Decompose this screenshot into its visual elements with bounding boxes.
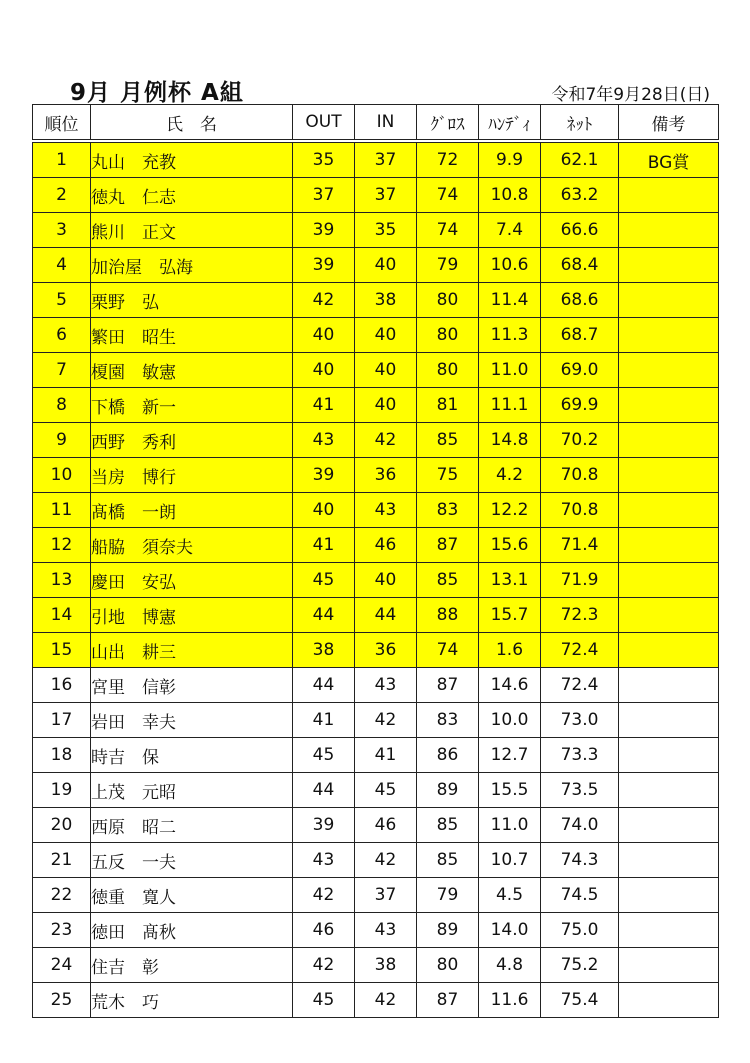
net-cell: 70.2 [541, 423, 619, 458]
note-cell [619, 178, 719, 213]
net-cell: 70.8 [541, 458, 619, 493]
gross-cell: 83 [417, 703, 479, 738]
gross-cell: 85 [417, 808, 479, 843]
note-cell [619, 283, 719, 318]
net-cell: 69.9 [541, 388, 619, 423]
gross-cell: 80 [417, 948, 479, 983]
table-row [33, 808, 719, 843]
rank-cell: 4 [33, 248, 91, 283]
gross-cell: 72 [417, 141, 479, 178]
in-cell: 40 [355, 248, 417, 283]
name-cell: 下橋 新一 [91, 388, 293, 423]
table-row [33, 528, 719, 563]
note-cell [619, 458, 719, 493]
header-note: 備考 [619, 105, 719, 142]
table-row [33, 458, 719, 493]
gross-cell: 83 [417, 493, 479, 528]
net-cell: 75.4 [541, 983, 619, 1018]
rank-cell: 13 [33, 563, 91, 598]
out-cell: 46 [293, 913, 355, 948]
out-cell: 43 [293, 843, 355, 878]
handicap-cell: 13.1 [479, 563, 541, 598]
gross-cell: 88 [417, 598, 479, 633]
rank-cell: 15 [33, 633, 91, 668]
gross-cell: 74 [417, 633, 479, 668]
note-cell [619, 423, 719, 458]
in-cell: 42 [355, 703, 417, 738]
name-cell: 住吉 彰 [91, 948, 293, 983]
out-cell: 42 [293, 878, 355, 913]
in-cell: 44 [355, 598, 417, 633]
name-cell: 繁田 昭生 [91, 318, 293, 353]
in-cell: 42 [355, 843, 417, 878]
name-cell: 引地 博憲 [91, 598, 293, 633]
name-cell: 榎園 敏憲 [91, 353, 293, 388]
name-cell: 上茂 元昭 [91, 773, 293, 808]
gross-cell: 85 [417, 423, 479, 458]
rank-cell: 16 [33, 668, 91, 703]
in-cell: 42 [355, 983, 417, 1018]
gross-cell: 74 [417, 213, 479, 248]
table-row [33, 318, 719, 353]
gross-cell: 86 [417, 738, 479, 773]
in-cell: 40 [355, 353, 417, 388]
in-cell: 37 [355, 878, 417, 913]
net-cell: 73.5 [541, 773, 619, 808]
rank-cell: 12 [33, 528, 91, 563]
note-cell [619, 528, 719, 563]
out-cell: 45 [293, 983, 355, 1018]
note-cell [619, 633, 719, 668]
rank-cell: 10 [33, 458, 91, 493]
table-row [33, 178, 719, 213]
note-cell [619, 773, 719, 808]
name-cell: 五反 一夫 [91, 843, 293, 878]
rank-cell: 1 [33, 141, 91, 178]
note-cell [619, 248, 719, 283]
event-date: 令和7年9月28日(日) [551, 85, 710, 105]
net-cell: 68.4 [541, 248, 619, 283]
name-cell: 栗野 弘 [91, 283, 293, 318]
table-row [33, 563, 719, 598]
table-row [33, 773, 719, 808]
net-cell: 74.5 [541, 878, 619, 913]
table-row [33, 248, 719, 283]
rank-cell: 19 [33, 773, 91, 808]
table-row [33, 423, 719, 458]
rank-cell: 2 [33, 178, 91, 213]
name-cell: 徳丸 仁志 [91, 178, 293, 213]
in-cell: 46 [355, 808, 417, 843]
rank-cell: 17 [33, 703, 91, 738]
table-row [33, 668, 719, 703]
table-row [33, 983, 719, 1018]
handicap-cell: 11.4 [479, 283, 541, 318]
note-cell [619, 843, 719, 878]
out-cell: 41 [293, 528, 355, 563]
handicap-cell: 14.6 [479, 668, 541, 703]
rank-cell: 22 [33, 878, 91, 913]
in-cell: 36 [355, 458, 417, 493]
gross-cell: 79 [417, 248, 479, 283]
name-cell: 当房 博行 [91, 458, 293, 493]
handicap-cell: 15.5 [479, 773, 541, 808]
rank-cell: 7 [33, 353, 91, 388]
out-cell: 45 [293, 563, 355, 598]
in-cell: 40 [355, 388, 417, 423]
handicap-cell: 10.0 [479, 703, 541, 738]
header-handicap: ﾊﾝﾃﾞｨ [479, 105, 541, 142]
net-cell: 72.4 [541, 633, 619, 668]
in-cell: 38 [355, 283, 417, 318]
net-cell: 62.1 [541, 141, 619, 178]
table-row [33, 738, 719, 773]
header-in: IN [355, 105, 417, 142]
note-cell [619, 983, 719, 1018]
note-cell [619, 738, 719, 773]
handicap-cell: 12.2 [479, 493, 541, 528]
handicap-cell: 4.5 [479, 878, 541, 913]
name-cell: 荒木 巧 [91, 983, 293, 1018]
name-cell: 岩田 幸夫 [91, 703, 293, 738]
handicap-cell: 4.8 [479, 948, 541, 983]
handicap-cell: 11.3 [479, 318, 541, 353]
handicap-cell: 10.6 [479, 248, 541, 283]
note-cell: BG賞 [619, 141, 719, 178]
rank-cell: 5 [33, 283, 91, 318]
net-cell: 73.0 [541, 703, 619, 738]
gross-cell: 79 [417, 878, 479, 913]
note-cell [619, 808, 719, 843]
name-cell: 徳重 寛人 [91, 878, 293, 913]
table-row [33, 388, 719, 423]
handicap-cell: 15.6 [479, 528, 541, 563]
net-cell: 68.6 [541, 283, 619, 318]
table-row [33, 843, 719, 878]
net-cell: 71.4 [541, 528, 619, 563]
note-cell [619, 213, 719, 248]
note-cell [619, 913, 719, 948]
rank-cell: 21 [33, 843, 91, 878]
rank-cell: 25 [33, 983, 91, 1018]
in-cell: 46 [355, 528, 417, 563]
rank-cell: 11 [33, 493, 91, 528]
table-row [33, 878, 719, 913]
handicap-cell: 14.0 [479, 913, 541, 948]
out-cell: 39 [293, 808, 355, 843]
handicap-cell: 9.9 [479, 141, 541, 178]
out-cell: 38 [293, 633, 355, 668]
handicap-cell: 10.8 [479, 178, 541, 213]
in-cell: 41 [355, 738, 417, 773]
rank-cell: 3 [33, 213, 91, 248]
net-cell: 69.0 [541, 353, 619, 388]
note-cell [619, 703, 719, 738]
net-cell: 72.4 [541, 668, 619, 703]
note-cell [619, 388, 719, 423]
rank-cell: 14 [33, 598, 91, 633]
in-cell: 40 [355, 318, 417, 353]
table-row [33, 633, 719, 668]
note-cell [619, 563, 719, 598]
out-cell: 39 [293, 248, 355, 283]
page-title: 9月 月例杯 A組 [70, 80, 244, 106]
gross-cell: 80 [417, 318, 479, 353]
out-cell: 41 [293, 703, 355, 738]
name-cell: 髙橋 一朗 [91, 493, 293, 528]
gross-cell: 89 [417, 773, 479, 808]
net-cell: 63.2 [541, 178, 619, 213]
net-cell: 66.6 [541, 213, 619, 248]
rank-cell: 9 [33, 423, 91, 458]
out-cell: 42 [293, 948, 355, 983]
note-cell [619, 878, 719, 913]
net-cell: 73.3 [541, 738, 619, 773]
out-cell: 40 [293, 353, 355, 388]
handicap-cell: 12.7 [479, 738, 541, 773]
in-cell: 40 [355, 563, 417, 598]
rank-cell: 23 [33, 913, 91, 948]
note-cell [619, 668, 719, 703]
note-cell [619, 948, 719, 983]
in-cell: 43 [355, 668, 417, 703]
gross-cell: 75 [417, 458, 479, 493]
gross-cell: 89 [417, 913, 479, 948]
out-cell: 35 [293, 141, 355, 178]
name-cell: 宮里 信彰 [91, 668, 293, 703]
gross-cell: 81 [417, 388, 479, 423]
name-cell: 加治屋 弘海 [91, 248, 293, 283]
table-row [33, 493, 719, 528]
out-cell: 44 [293, 668, 355, 703]
net-cell: 74.0 [541, 808, 619, 843]
handicap-cell: 11.1 [479, 388, 541, 423]
name-cell: 時吉 保 [91, 738, 293, 773]
table-row [33, 948, 719, 983]
name-cell: 丸山 充教 [91, 141, 293, 178]
handicap-cell: 7.4 [479, 213, 541, 248]
note-cell [619, 598, 719, 633]
rank-cell: 20 [33, 808, 91, 843]
table-row [33, 913, 719, 948]
name-cell: 船脇 須奈夫 [91, 528, 293, 563]
table-row [33, 598, 719, 633]
header-gross: ｸﾞﾛｽ [417, 105, 479, 142]
name-cell: 慶田 安弘 [91, 563, 293, 598]
gross-cell: 74 [417, 178, 479, 213]
table-row [33, 353, 719, 388]
name-cell: 西原 昭二 [91, 808, 293, 843]
out-cell: 45 [293, 738, 355, 773]
table-row [33, 283, 719, 318]
in-cell: 42 [355, 423, 417, 458]
net-cell: 68.7 [541, 318, 619, 353]
gross-cell: 85 [417, 843, 479, 878]
net-cell: 74.3 [541, 843, 619, 878]
handicap-cell: 1.6 [479, 633, 541, 668]
out-cell: 41 [293, 388, 355, 423]
handicap-cell: 11.0 [479, 808, 541, 843]
handicap-cell: 15.7 [479, 598, 541, 633]
gross-cell: 85 [417, 563, 479, 598]
net-cell: 75.2 [541, 948, 619, 983]
header-rank: 順位 [33, 105, 91, 142]
name-cell: 西野 秀利 [91, 423, 293, 458]
results-body [33, 141, 719, 1018]
gross-cell: 80 [417, 283, 479, 318]
out-cell: 39 [293, 213, 355, 248]
net-cell: 71.9 [541, 563, 619, 598]
handicap-cell: 14.8 [479, 423, 541, 458]
out-cell: 44 [293, 773, 355, 808]
in-cell: 45 [355, 773, 417, 808]
out-cell: 40 [293, 318, 355, 353]
rank-cell: 8 [33, 388, 91, 423]
table-row [33, 703, 719, 738]
gross-cell: 80 [417, 353, 479, 388]
out-cell: 43 [293, 423, 355, 458]
table-row [33, 141, 719, 178]
note-cell [619, 353, 719, 388]
handicap-cell: 10.7 [479, 843, 541, 878]
out-cell: 39 [293, 458, 355, 493]
note-cell [619, 318, 719, 353]
table-row [33, 213, 719, 248]
header-net: ﾈｯﾄ [541, 105, 619, 142]
header-name: 氏 名 [91, 105, 293, 142]
in-cell: 38 [355, 948, 417, 983]
results-table [32, 104, 719, 1018]
out-cell: 42 [293, 283, 355, 318]
in-cell: 43 [355, 913, 417, 948]
handicap-cell: 11.0 [479, 353, 541, 388]
out-cell: 40 [293, 493, 355, 528]
out-cell: 37 [293, 178, 355, 213]
in-cell: 36 [355, 633, 417, 668]
in-cell: 37 [355, 141, 417, 178]
gross-cell: 87 [417, 668, 479, 703]
rank-cell: 6 [33, 318, 91, 353]
net-cell: 72.3 [541, 598, 619, 633]
name-cell: 山出 耕三 [91, 633, 293, 668]
in-cell: 37 [355, 178, 417, 213]
rank-cell: 24 [33, 948, 91, 983]
rank-cell: 18 [33, 738, 91, 773]
in-cell: 35 [355, 213, 417, 248]
gross-cell: 87 [417, 528, 479, 563]
out-cell: 44 [293, 598, 355, 633]
net-cell: 70.8 [541, 493, 619, 528]
handicap-cell: 11.6 [479, 983, 541, 1018]
name-cell: 熊川 正文 [91, 213, 293, 248]
handicap-cell: 4.2 [479, 458, 541, 493]
gross-cell: 87 [417, 983, 479, 1018]
in-cell: 43 [355, 493, 417, 528]
header-row [33, 105, 719, 142]
note-cell [619, 493, 719, 528]
header-out: OUT [293, 105, 355, 142]
net-cell: 75.0 [541, 913, 619, 948]
name-cell: 徳田 髙秋 [91, 913, 293, 948]
